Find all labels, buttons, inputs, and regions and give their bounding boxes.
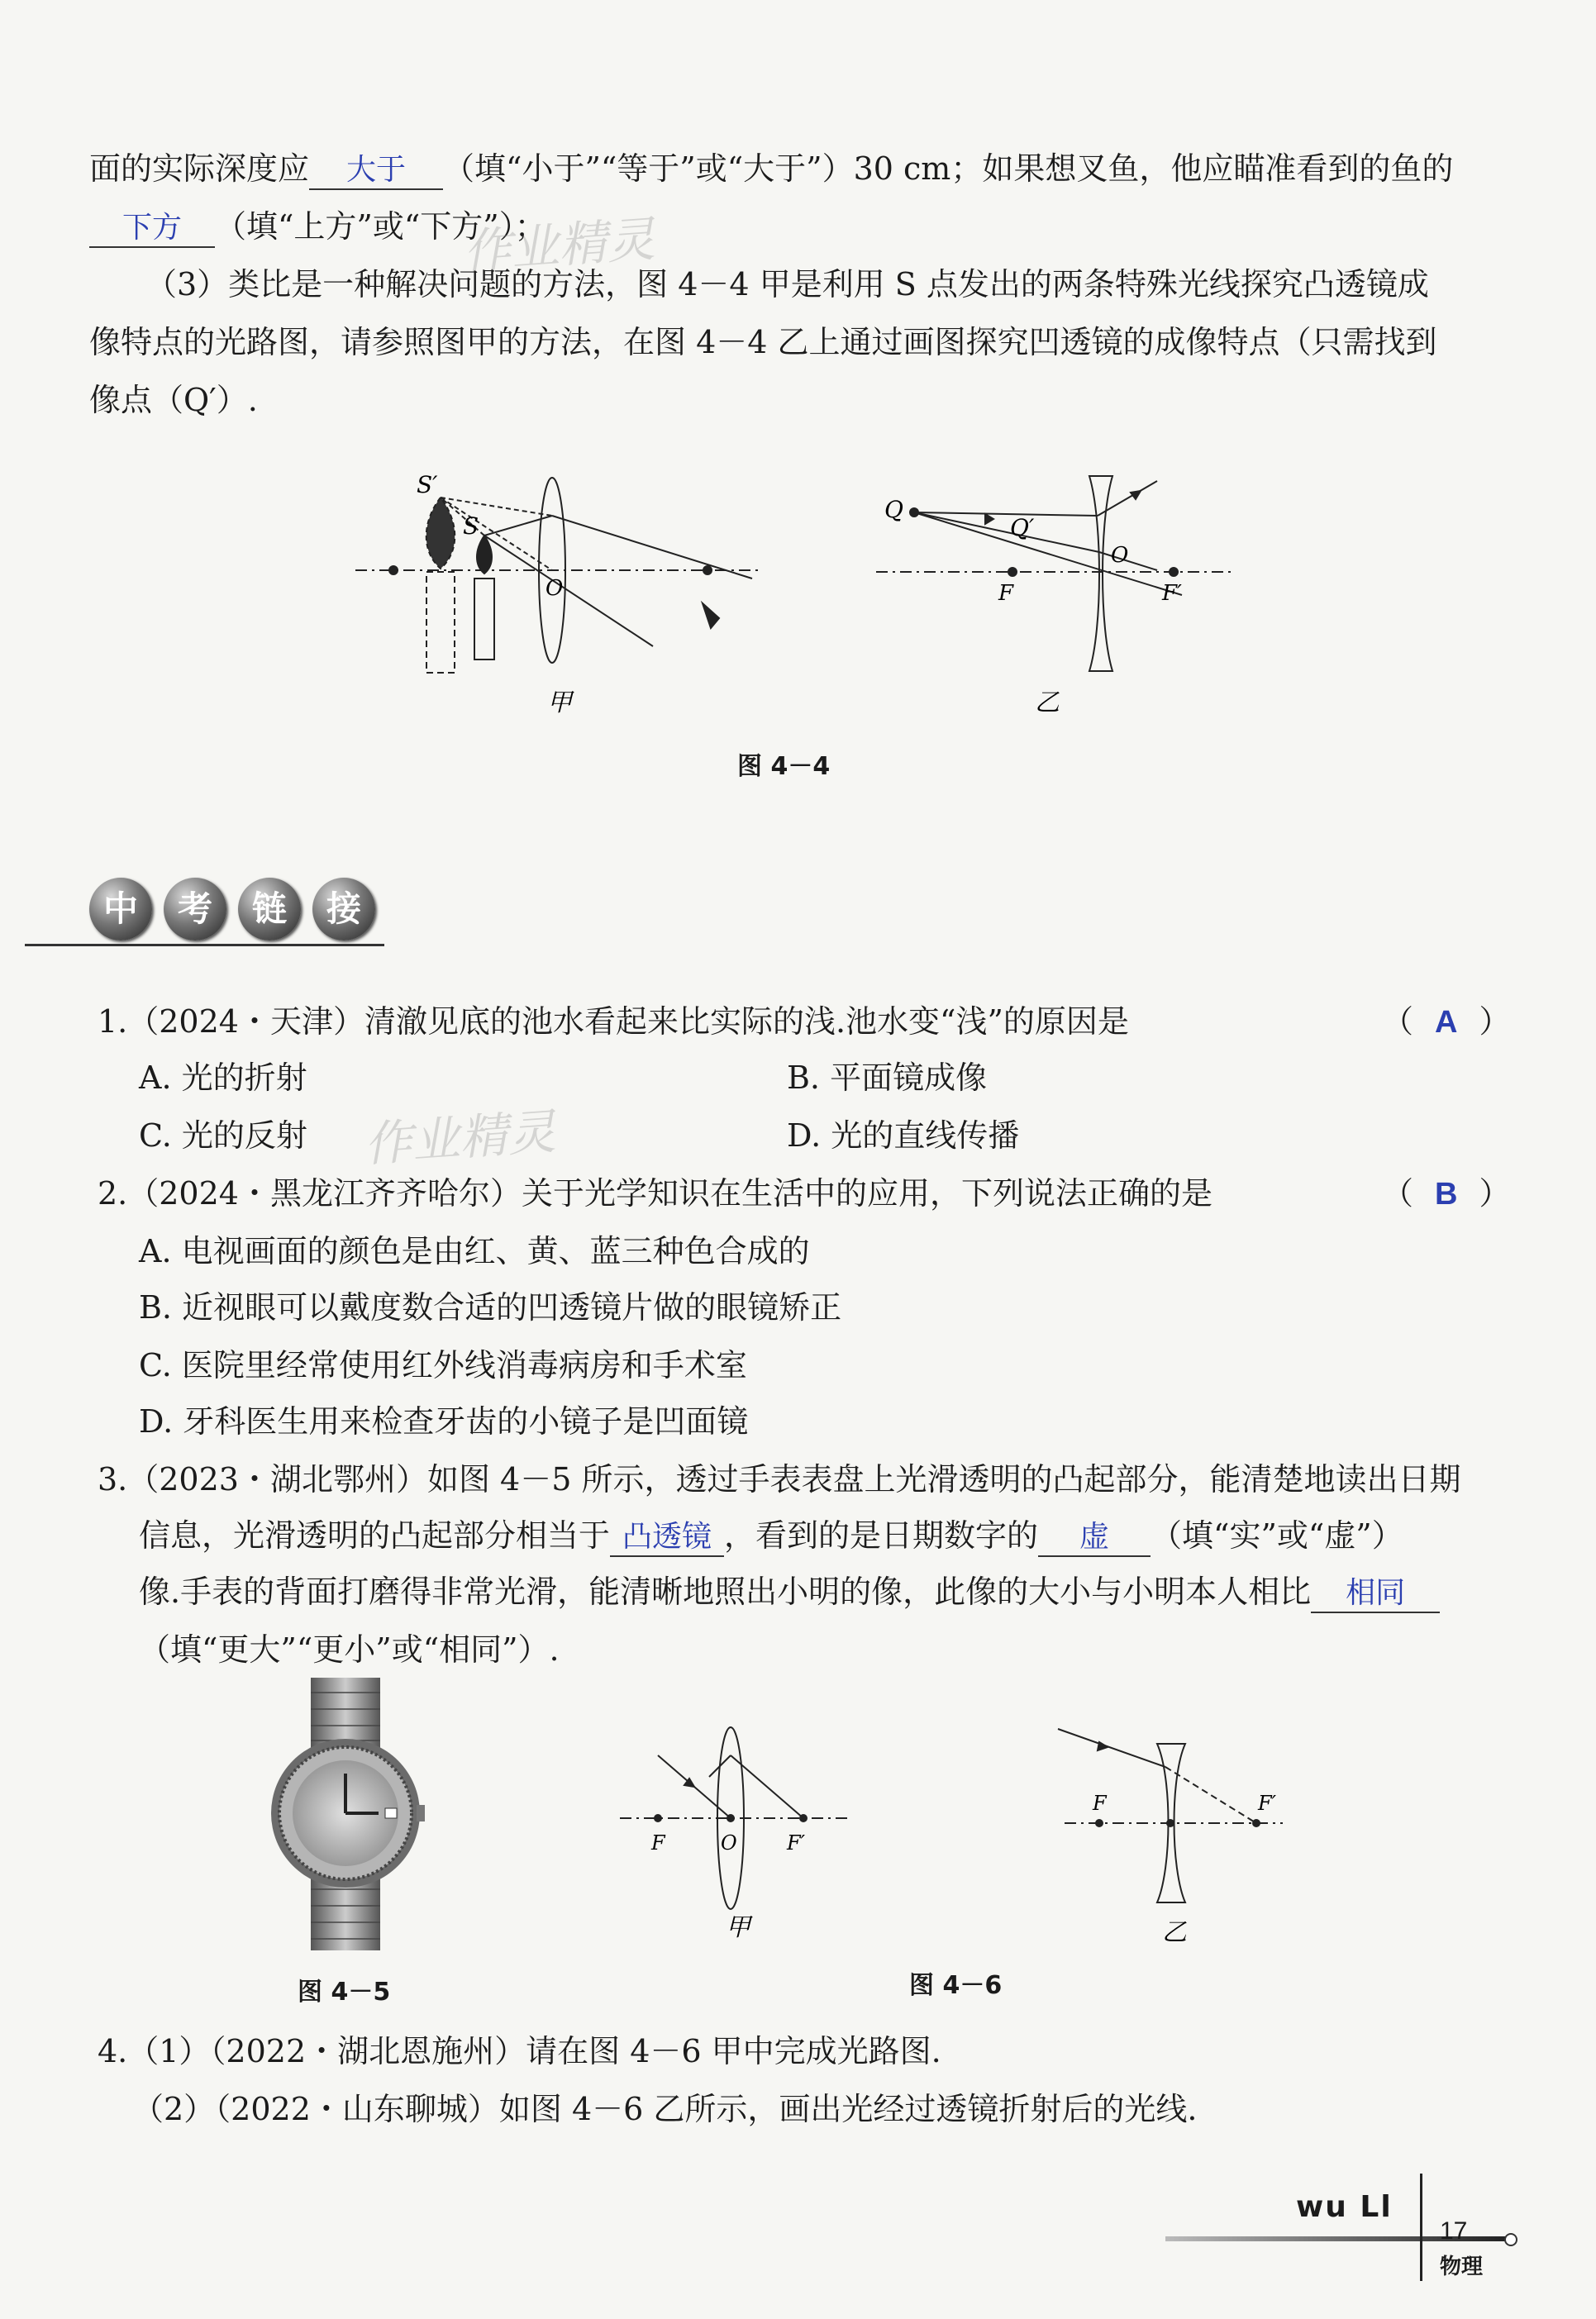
fill-line-1	[89, 147, 1453, 190]
section-badge-3: 链	[238, 878, 301, 940]
q2-answer[interactable]: B	[1435, 1177, 1458, 1212]
sub-yi: 乙	[1035, 688, 1060, 717]
label-f: F	[998, 581, 1014, 606]
footer-brand: wu Ll	[1296, 2190, 1393, 2224]
label-q-prime: Q′	[1010, 514, 1035, 541]
caption-fig-4-5: 图 4－5	[298, 1978, 391, 2007]
label-f-prime: F′	[1162, 581, 1182, 606]
q1-option-b[interactable]: B. 平面镜成像	[787, 1060, 988, 1096]
fig-4-6-yi	[1058, 1729, 1283, 1902]
section-badge-4: 接	[312, 878, 375, 940]
fig-4-6-jia	[620, 1727, 851, 1909]
q2-option-d[interactable]: D. 牙科医生用来检查牙齿的小镜子是凹面镜	[139, 1403, 749, 1440]
q1-stem: 1.（2024・天津）清澈见底的池水看起来比实际的浅.池水变“浅”的原因是	[98, 1003, 1129, 1040]
q4-line-1: 4.（1）（2022・湖北恩施州）请在图 4－6 甲中完成光路图.	[98, 2033, 941, 2069]
q2-answer-bracket: （ B ）	[1382, 1175, 1511, 1212]
fig46-label-f-prime: F′	[787, 1831, 806, 1855]
label-q: Q	[884, 496, 903, 523]
q2-option-b[interactable]: B. 近视眼可以戴度数合适的凹透镜片做的眼镜矫正	[139, 1289, 842, 1326]
caption-fig-4-4: 图 4－4	[737, 752, 831, 781]
label-s: S	[463, 512, 479, 540]
q3-text-line-2: 像特点的光路图，请参照图甲的方法，在图 4－4 乙上通过画图探究凹透镜的成像特点（只需找到	[89, 324, 1437, 360]
label-o-jia: O	[545, 576, 564, 601]
q3-text-line-1: （3）类比是一种解决问题的方法，图 4－4 甲是利用 S 点发出的两条特殊光线探究凸透镜成	[145, 266, 1429, 302]
concave-lens-diagram	[876, 476, 1232, 671]
q1-answer[interactable]: A	[1435, 1005, 1458, 1040]
label-s-prime: S′	[417, 471, 438, 498]
q3-answer-1[interactable]: 凸透镜	[610, 1519, 724, 1557]
text: （填“小于”“等于”或“大于”）30 cm；如果想叉鱼，他应瞄准看到的鱼的	[443, 150, 1454, 187]
fig46-sub-yi: 乙	[1162, 1918, 1187, 1947]
fig46-label-f2: F	[1093, 1792, 1107, 1815]
section-badge-1: 中	[89, 878, 152, 940]
q2-stem: 2.（2024・黑龙江齐齐哈尔）关于光学知识在生活中的应用，下列说法正确的是	[98, 1175, 1212, 1212]
text: 面的实际深度应	[89, 150, 310, 187]
q3-line-3: 像.手表的背面打磨得非常光滑，能清晰地照出小明的像，此像的大小与小明本人相比 相同	[139, 1570, 1440, 1613]
q3-line-2: 信息，光滑透明的凸起部分相当于 凸透镜 ，看到的是日期数字的 虚 （填“实”或“虚”）	[139, 1514, 1403, 1557]
q3-line-4: （填“更大”“更小”或“相同”）.	[139, 1631, 560, 1668]
q2-option-c[interactable]: C. 医院里经常使用红外线消毒病房和手术室	[139, 1347, 747, 1383]
q3-line-1: 3.（2023・湖北鄂州）如图 4－5 所示，透过手表表盘上光滑透明的凸起部分，能清楚地读出日期	[98, 1461, 1461, 1498]
fig46-sub-jia: 甲	[726, 1913, 750, 1942]
caption-fig-4-6: 图 4－6	[909, 1971, 1003, 2000]
figure-4-6	[612, 1719, 1306, 1959]
fig46-label-o: O	[721, 1831, 737, 1855]
watermark: 作业精灵	[362, 1102, 558, 1173]
answer-blank[interactable]: 下方	[89, 210, 215, 248]
answer-blank[interactable]: 大于	[309, 152, 443, 190]
footer-divider	[1420, 2174, 1422, 2281]
subject-label: 物理	[1440, 2255, 1484, 2279]
figure-4-5-watch	[263, 1678, 428, 1950]
text: （填“上方”或“下方”）；	[215, 208, 546, 245]
q1-option-d[interactable]: D. 光的直线传播	[787, 1117, 1020, 1154]
figure-4-4	[331, 430, 1256, 727]
footer-dot	[1504, 2233, 1517, 2246]
q1-option-c[interactable]: C. 光的反射	[139, 1117, 307, 1154]
q3-answer-3[interactable]: 相同	[1311, 1575, 1440, 1613]
q3-text-line-3: 像点（Q′）.	[89, 382, 258, 418]
watermark: 作业精灵	[461, 210, 657, 280]
page-number: 17	[1440, 2217, 1468, 2245]
fig46-label-f2-prime: F′	[1258, 1792, 1277, 1815]
q3-answer-2[interactable]: 虚	[1038, 1519, 1151, 1557]
section-badge-2: 考	[164, 878, 226, 940]
q2-option-a[interactable]: A. 电视画面的颜色是由红、黄、蓝三种色合成的	[139, 1233, 810, 1269]
q1-option-a[interactable]: A. 光的折射	[139, 1060, 307, 1096]
section-underline	[25, 944, 384, 946]
sub-jia: 甲	[547, 688, 572, 717]
fig46-label-f: F	[651, 1831, 665, 1855]
convex-lens-diagram	[355, 478, 760, 673]
label-o-yi: O	[1111, 543, 1129, 568]
q4-line-2: （2）（2022・山东聊城）如图 4－6 乙所示，画出光经过透镜折射后的光线.	[132, 2091, 1198, 2127]
q1-answer-bracket: （ A ）	[1382, 1003, 1511, 1040]
